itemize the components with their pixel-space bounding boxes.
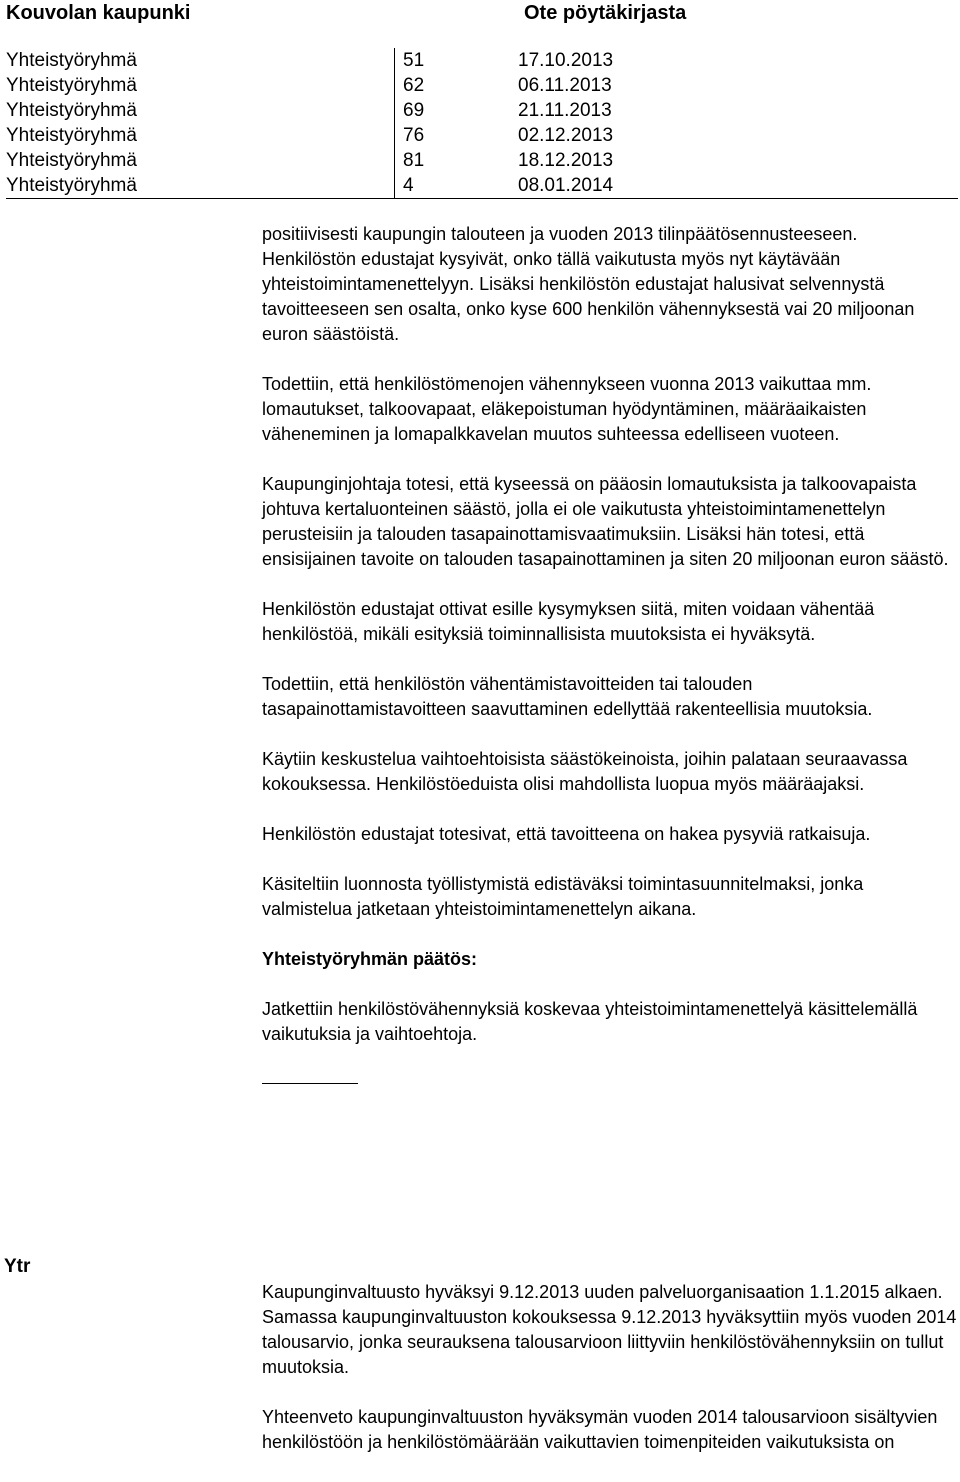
ytr-label: Ytr: [4, 1256, 31, 1277]
decision-text: Jatkettiin henkilöstövähennyksiä koskevaa yhteistoimintamenettelyä käsittelemällä vaikutuksia ja vaihtoehtoja.: [262, 999, 918, 1044]
meeting-date: 06.11.2013: [518, 75, 612, 96]
meeting-number: 51: [394, 48, 442, 73]
meeting-group: Yhteistyöryhmä: [6, 75, 137, 96]
body-paragraph: Käytiin keskustelua vaihtoehtoisista säästökeinoista, joihin palataan seuraavassa kokouksessa. Henkilöstöeduista olisi mahdollista luopua myös määräajaksi.: [262, 749, 908, 794]
meeting-row: [6, 148, 958, 173]
meeting-group: Yhteistyöryhmä: [6, 50, 137, 71]
ytr-paragraph: Yhteenveto kaupunginvaltuuston hyväksymän vuoden 2014 talousarvioon sisältyvien henkilöstöön ja henkilöstömäärään vaikuttavien toimenpiteiden vaikutuksista on: [262, 1407, 938, 1452]
meeting-number: 62: [394, 73, 442, 98]
meeting-group: Yhteistyöryhmä: [6, 100, 137, 121]
minutes-body: [262, 222, 954, 1084]
meeting-number: 4: [394, 173, 442, 198]
meeting-group: Yhteistyöryhmä: [6, 175, 137, 196]
meeting-row: [6, 73, 958, 98]
section-divider: [262, 1083, 358, 1084]
meeting-row: [6, 48, 958, 73]
document-type: Ote pöytäkirjasta: [524, 2, 687, 24]
organization-name: Kouvolan kaupunki: [6, 2, 191, 24]
ytr-paragraph: Kaupunginvaltuusto hyväksyi 9.12.2013 uuden palveluorganisaation 1.1.2015 alkaen. Samassa kaupunginvaltuuston kokouksessa 9.12.2013 hyväksyttiin myös vuoden 2014 talousarvio, jonka seurauksena talousarvioon liittyviin henkilöstövähennyksiin on tullut muutoksia.: [262, 1282, 957, 1377]
meeting-date: 17.10.2013: [518, 50, 614, 71]
meeting-date: 08.01.2014: [518, 175, 614, 196]
meeting-group: Yhteistyöryhmä: [6, 150, 137, 171]
ytr-section: [262, 1280, 958, 1480]
body-paragraph: Henkilöstön edustajat totesivat, että tavoitteena on hakea pysyviä ratkaisuja.: [262, 824, 871, 844]
body-paragraph: positiivisesti kaupungin talouteen ja vuoden 2013 tilinpäätösennusteeseen. Henkilöstön edustajat kysyivät, onko tällä vaikutusta myös nyt käytävään yhteistoimintamenettelyyn. Lisäksi henkilöstön edustajat halusivat selvennystä tavoitteeseen sen osalta, onko kyse 600 henkilön vähennyksestä vai 20 miljoonan euron säästöistä.: [262, 224, 915, 344]
body-paragraph: Todettiin, että henkilöstömenojen vähennykseen vuonna 2013 vaikuttaa mm. lomautukset, talkoovapaat, eläkepoistuman hyödyntäminen, määräaikaisten väheneminen ja lomapalkkavelan muutos suhteessa edelliseen vuoteen.: [262, 374, 872, 444]
meeting-number: 69: [394, 98, 442, 123]
meeting-row: [6, 123, 958, 148]
decision-title: Yhteistyöryhmän päätös:: [262, 949, 478, 969]
meeting-row: [6, 98, 958, 123]
meeting-date: 21.11.2013: [518, 100, 612, 121]
meeting-date: 18.12.2013: [518, 150, 614, 171]
body-paragraph: Henkilöstön edustajat ottivat esille kysymyksen siitä, miten voidaan vähentää henkilöstöä, mikäli esityksiä toiminnallisista muutoksista ei hyväksytä.: [262, 599, 875, 644]
body-paragraph: Kaupunginjohtaja totesi, että kyseessä on pääosin lomautuksista ja talkoovapaista johtuva kertaluonteinen säästö, jolla ei ole vaikutusta yhteistoimintamenettelyn perusteisiin ja talouden tasapainottamisvaatimuksiin. Lisäksi hän totesi, että ensisijainen tavoite on talouden tasapainottaminen ja siten 20 miljoonan euron säästö.: [262, 474, 949, 569]
meeting-number: 76: [394, 123, 442, 148]
meeting-row: [6, 173, 958, 198]
body-paragraph: Käsiteltiin luonnosta työllistymistä edistäväksi toimintasuunnitelmaksi, jonka valmistelua jatketaan yhteistoimintamenettelyn aikana.: [262, 874, 864, 919]
meeting-group: Yhteistyöryhmä: [6, 125, 137, 146]
meeting-date: 02.12.2013: [518, 125, 614, 146]
meeting-number: 81: [394, 148, 442, 173]
body-paragraph: Todettiin, että henkilöstön vähentämistavoitteiden tai talouden tasapainottamistavoitteen saavuttaminen edellyttää rakenteellisia muutoksia.: [262, 674, 873, 719]
meeting-list: [6, 48, 958, 199]
